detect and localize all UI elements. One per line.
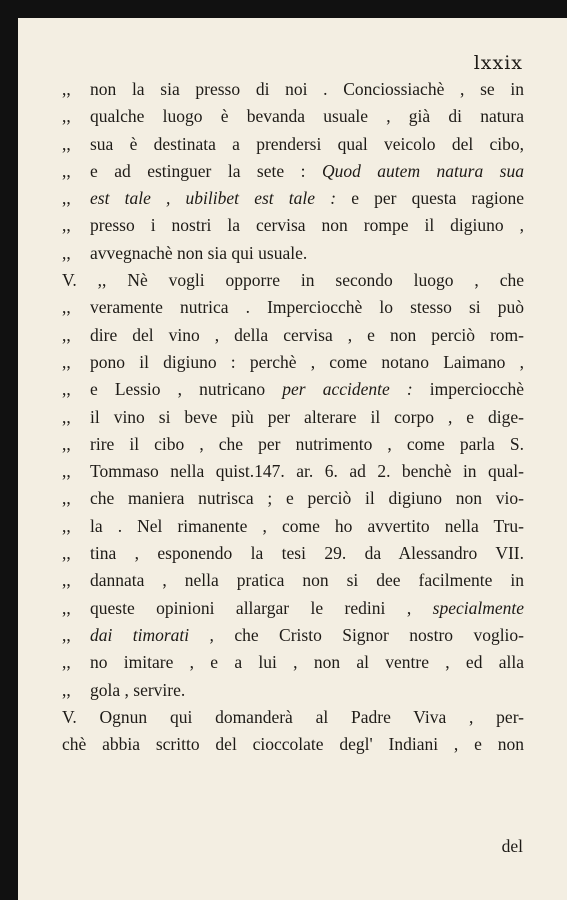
quote-mark: ,,: [62, 461, 71, 482]
quote-mark: ,,: [62, 188, 71, 209]
text-line: [62, 240, 524, 267]
text-line: [62, 76, 524, 103]
line-text-run: no imitare , e a lui , non al ventre , ed alla: [90, 652, 524, 673]
text-line: [62, 349, 524, 376]
line-text-run: il vino si beve più per alterare il corpo , e dige-: [90, 406, 524, 427]
line-text: [62, 267, 524, 294]
line-text: [90, 103, 524, 130]
quote-mark: ,,: [62, 543, 71, 564]
line-text-run: queste opinioni allargar le redini ,: [90, 597, 412, 618]
text-line: [62, 677, 524, 704]
line-text-run: e per questa ragione: [351, 188, 524, 209]
text-line: [62, 704, 524, 731]
quote-mark: ,,: [62, 624, 71, 645]
line-text: [90, 458, 524, 485]
line-text-run: non la sia presso di noi . Conciossiachè , se in: [90, 79, 524, 99]
text-line: [62, 322, 524, 349]
line-text: [90, 649, 524, 676]
line-text: [90, 322, 524, 349]
text-line: [62, 431, 524, 458]
text-line: [62, 731, 524, 758]
line-text-run: avvegnachè non sia qui usuale.: [90, 242, 308, 263]
book-page: [18, 18, 567, 900]
catchword: del: [501, 836, 523, 856]
text-line: [62, 294, 524, 321]
line-text-run: tina , esponendo la tesi 29. da Alessandro VII.: [90, 543, 524, 564]
text-line: [62, 131, 524, 158]
line-text-run: veramente nutrica . Imperciocchè lo stesso si può: [90, 297, 524, 318]
text-line: [62, 567, 524, 594]
italic-text: dai timorati ,: [90, 624, 214, 645]
line-text: [90, 158, 524, 185]
line-text-run: imperciocchè: [429, 379, 524, 400]
line-text: [90, 212, 524, 239]
quote-mark: ,,: [62, 215, 71, 236]
text-line: [62, 622, 524, 649]
line-text: [90, 595, 524, 622]
italic-text: specialmente: [432, 597, 524, 618]
line-text-run: dannata , nella pratica non si dee facilmente in: [90, 570, 524, 591]
italic-text: est tale , ubilibet est tale :: [90, 188, 337, 209]
text-line: [62, 376, 524, 403]
text-line: [62, 404, 524, 431]
quote-mark: ,,: [62, 515, 71, 536]
text-line: [62, 267, 524, 294]
line-text-run: gola , servire.: [90, 679, 186, 700]
quote-mark: ,,: [62, 242, 71, 263]
line-text-run: pono il digiuno : perchè , come notano Laimano ,: [90, 351, 524, 372]
line-text-run: V. ,, Nè vogli opporre in secondo luogo , che: [62, 270, 524, 291]
line-text: [90, 294, 524, 321]
line-text: [90, 567, 524, 594]
text-line: [62, 185, 524, 212]
text-line: [62, 485, 524, 512]
line-text-run: che maniera nutrisca ; e perciò il digiuno non vio-: [90, 488, 524, 509]
quote-mark: ,,: [62, 297, 71, 318]
quote-mark: ,,: [62, 133, 71, 154]
line-text: [62, 731, 524, 758]
quote-mark: ,,: [62, 433, 71, 454]
line-text-run: V. Ognun qui domanderà al Padre Viva , per-: [62, 706, 524, 727]
text-line: [62, 103, 524, 130]
line-text-run: presso i nostri la cervisa non rompe il digiuno ,: [90, 215, 524, 236]
line-text-run: qualche luogo è bevanda usuale , già di natura: [90, 106, 524, 127]
line-text-run: che Cristo Signor nostro voglio-: [234, 624, 524, 645]
line-text: [90, 349, 524, 376]
line-text-run: e Lessio , nutricano: [90, 379, 266, 400]
line-text-run: rire il cibo , che per nutrimento , come parla S.: [90, 433, 524, 454]
line-text: [90, 240, 524, 267]
line-text: [90, 76, 524, 103]
line-text-run: Tommaso nella quist.147. ar. 6. ad 2. benchè in qual-: [90, 461, 524, 482]
line-text: [90, 513, 524, 540]
line-text-run: e ad estinguer la sete :: [90, 160, 306, 181]
line-text: [90, 185, 524, 212]
italic-text: Quod autem natura sua: [321, 160, 524, 181]
quote-mark: ,,: [62, 79, 71, 99]
line-text-run: chè abbia scritto del cioccolate degl' Indiani , e non: [62, 734, 524, 755]
quote-mark: ,,: [62, 652, 71, 673]
quote-mark: ,,: [62, 570, 71, 591]
line-text-run: sua è destinata a prendersi qual veicolo del cibo,: [90, 133, 524, 154]
text-line: [62, 158, 524, 185]
quote-mark: ,,: [62, 160, 71, 181]
line-text: [90, 131, 524, 158]
quote-mark: ,,: [62, 351, 71, 372]
quote-mark: ,,: [62, 406, 71, 427]
body-text: [62, 76, 524, 758]
quote-mark: ,,: [62, 597, 71, 618]
line-text: [90, 376, 524, 403]
line-text: [90, 622, 524, 649]
text-line: [62, 458, 524, 485]
line-text: [62, 704, 524, 731]
text-line: [62, 212, 524, 239]
text-line: [62, 595, 524, 622]
line-text: [90, 677, 524, 704]
line-text-run: la . Nel rimanente , come ho avvertito nella Tru-: [90, 515, 524, 536]
quote-mark: ,,: [62, 379, 71, 400]
line-text-run: dire del vino , della cervisa , e non perciò rom-: [90, 324, 524, 345]
line-text: [90, 485, 524, 512]
quote-mark: ,,: [62, 106, 71, 127]
italic-text: per accidente :: [282, 379, 413, 400]
quote-mark: ,,: [62, 324, 71, 345]
quote-mark: ,,: [62, 488, 71, 509]
text-line: [62, 540, 524, 567]
line-text: [90, 404, 524, 431]
line-text: [90, 540, 524, 567]
quote-mark: ,,: [62, 679, 71, 700]
text-line: [62, 513, 524, 540]
line-text: [90, 431, 524, 458]
page-number: lxxix: [473, 52, 523, 74]
text-line: [62, 649, 524, 676]
